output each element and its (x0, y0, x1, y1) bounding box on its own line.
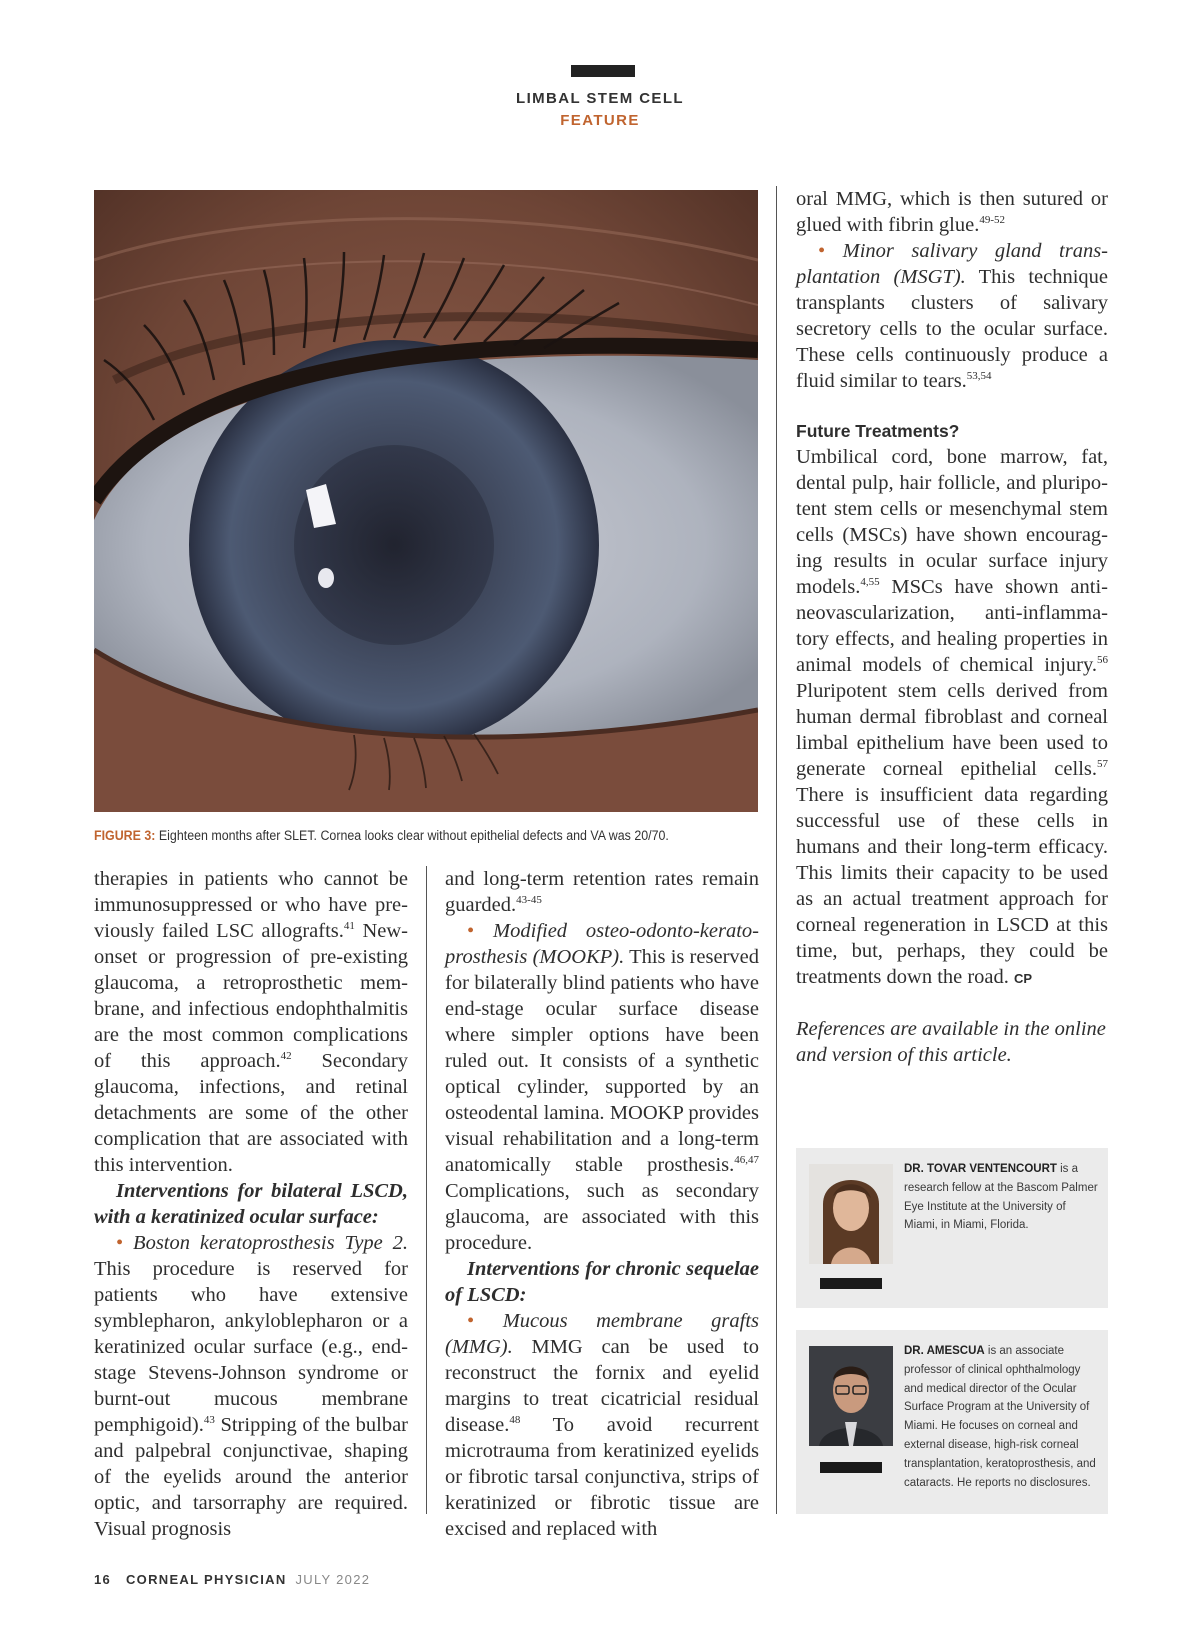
eye-illustration (94, 190, 758, 812)
article-column-3 (796, 186, 1108, 1068)
author-portrait (809, 1164, 893, 1264)
subheading: Interventions for chronic sequelae of LSCD: (445, 1258, 759, 1306)
page-number: 16 (94, 1572, 112, 1587)
paragraph: • Mucous membrane grafts (MMG). MMG can be used to reconstruct the fornix and eyelid margins to treat cicatricial residual disease.$^{48}$ To avoid recurrent microtrauma from keratinized eyelids or fibrotic tarsal conjunctiva, strips of keratinized or fibrotic tissue are excised and replaced with (445, 1310, 759, 1540)
author-portrait (809, 1346, 893, 1446)
header-bar (571, 65, 635, 77)
paragraph: • Modified osteo-odonto-keratoprosthesis (MOOKP). This is reserved for bilaterally blind patients who have end-stage ocular surface disease where simpler options have been ruled out. It consists of a synthetic optical cylinder, supported by an osteodental lamina. MOOKP provides visual rehabilitation and a long-term anatomically stable prosthesis.$^{46,47}$ Complications, such as secondary glaucoma, are associated with this procedure. (445, 920, 759, 1254)
paragraph: Umbilical cord, bone marrow, fat, dental pulp, hair follicle, and pluripotent stem cells or mesenchymal stem cells (MSCs) have shown encouraging results in ocular surface injury models.$^{4,55}$ MSCs have shown anti-neovascularization, anti-inflammatory effects, and healing properties in animal models of chemical injury.$^{56}$ Pluripotent stem cells derived from human dermal fibroblast and corneal limbal epithelium have been used to generate corneal epithelial cells.$^{57}$ There is insufficient data regarding successful use of these cells in humans and their long-term efficacy. This limits their capacity to be used as an actual treatment approach for corneal regeneration in LSCD at this time, but, perhaps, they could be treatments down the road. CP (796, 446, 1108, 988)
section-title: LIMBAL STEM CELL (516, 90, 684, 107)
section-label: FEATURE (560, 112, 640, 129)
paragraph: oral MMG, which is then sutured or glued with fibrin glue.$^{49-52}$ (796, 188, 1108, 236)
name-bar (820, 1278, 882, 1289)
name-bar (820, 1462, 882, 1473)
figure-caption-text: Eighteen months after SLET. Cornea looks clear without epithelial defects and VA was 20/70. (158, 828, 669, 843)
figure-label: FIGURE 3: (94, 828, 156, 843)
figure-caption (94, 828, 705, 843)
subheading: Interventions for bilateral LSCD, with a keratinized ocular surface: (94, 1180, 408, 1228)
section-heading: Future Treatments? (796, 421, 960, 441)
article-column-1 (94, 866, 408, 1542)
paragraph: • Boston keratoprosthesis Type 2. This procedure is reserved for patients who have extensive symblepharon, ankyloblepharon or a keratinized ocular surface (e.g., end-stage Stevens-Johnson syndrome or burnt-out mucous membrane pemphigoid).$^{43}$ Stripping of the bulbar and palpebral conjunctivae, shaping of the eyelids around the anterior optic, and tarsorraphy are required. Visual prognosis (94, 1232, 408, 1540)
paragraph: and long-term retention rates remain guarded.$^{43-45}$ (445, 868, 759, 916)
end-mark: CP (1014, 971, 1033, 986)
page-footer (94, 1572, 370, 1587)
paragraph: therapies in patients who cannot be immunosuppressed or who have previously failed LSC allografts.$^{41}$ New-onset or progression of pre-existing glaucoma, a retroprosthetic membrane, and infectious endophthalmitis are the most common complications of this approach.$^{42}$ Secondary glaucoma, infections, and retinal detachments are some of the other complication that are associated with this intervention. (94, 868, 408, 1176)
magazine-name: CORNEAL PHYSICIAN (125, 1572, 287, 1587)
column-rule-1 (426, 866, 427, 1514)
bio-text: DR. TOVAR VENTENCOURT is a research fellow at the Bascom Palmer Eye Institute at the University of Miami, in Miami, Florida. (904, 1163, 1098, 1232)
column-rule-2 (776, 186, 777, 1514)
eye-photo (94, 190, 758, 812)
issue-date: JULY 2022 (295, 1572, 371, 1587)
article-column-2 (445, 866, 759, 1542)
bio-text: DR. AMESCUA is an associate professor of clinical ophthalmology and medical director of the Ocular Surface Program at the University of Miami. He focuses on corneal and external disease, high-risk corneal transplantation, keratoprosthesis, and cataracts. He reports no disclosures. (904, 1345, 1096, 1489)
author-bio-card (796, 1148, 1108, 1308)
paragraph: • Minor salivary gland transplantation (MSGT). This technique transplants clusters of salivary secretory cells to the ocular surface. These cells continuously produce a fluid similar to tears.$^{53,54}$ (796, 240, 1109, 392)
references-note: References are available in the online and version of this article. (796, 1018, 1106, 1066)
author-bio-card (796, 1330, 1108, 1514)
